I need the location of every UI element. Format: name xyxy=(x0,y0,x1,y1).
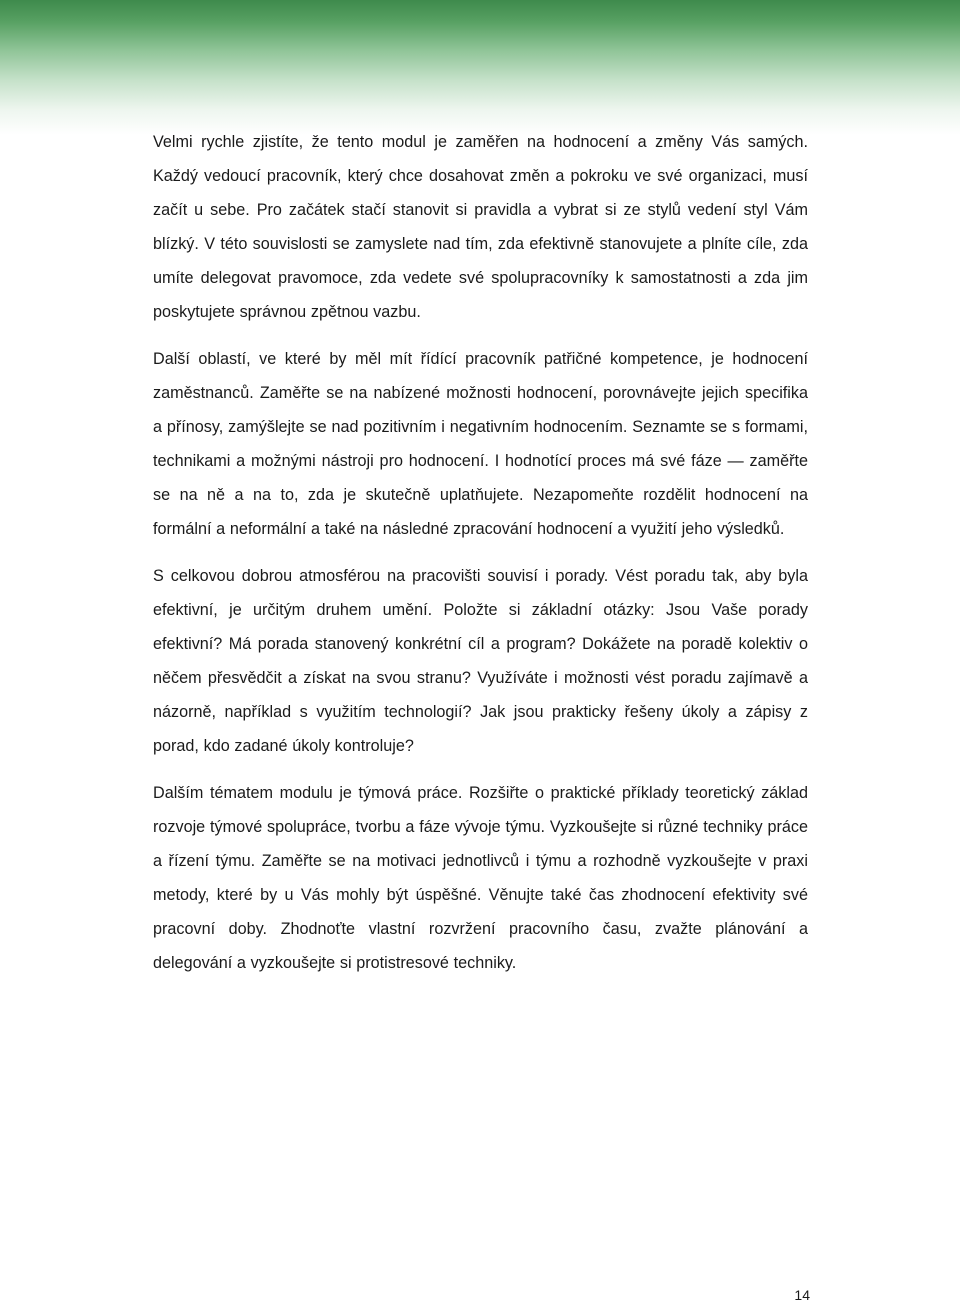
page-number: 14 xyxy=(794,1287,810,1303)
header-gradient-band xyxy=(0,0,960,135)
paragraph-meetings: S celkovou dobrou atmosférou na pracovišti souvisí i porady. Vést poradu tak, aby byla efektivní, je určitým druhem umění. Položte si základní otázky: Jsou Vaše porady efektivní? Má porada stanovený konkrétní cíl a program? Dokážete na poradě kolektiv o něčem přesvědčit a získat na svou stranu? Využíváte i možnosti vést poradu zajímavě a názorně, například s využitím technologií? Jak jsou prakticky řešeny úkoly a zápisy z porad, kdo zadané úkoly kontroluje? xyxy=(153,567,808,755)
paragraph-employee-evaluation: Další oblastí, ve které by měl mít řídící pracovník patřičné kompetence, je hodnocení zaměstnanců. Zaměřte se na nabízené možnosti hodnocení, porovnávejte jejich specifika a přínosy, zamýšlejte se nad pozitivním i negativním hodnocením. Seznamte se s formami, technikami a možnými nástroji pro hodnocení. I hodnotící proces má své fáze — zaměřte se na ně a na to, zda je skutečně uplatňujete. Nezapomeňte rozdělit hodnocení na formální a neformální a také na následné zpracování hodnocení a využití jeho výsledků. xyxy=(153,350,808,538)
paragraph-teamwork: Dalším tématem modulu je týmová práce. Rozšiřte o praktické příklady teoretický základ rozvoje týmové spolupráce, tvorbu a fáze vývoje týmu. Vyzkoušejte si různé techniky práce a řízení týmu. Zaměřte se na motivaci jednotlivců i týmu a rozhodně vyzkoušejte v praxi metody, které by u Vás mohly být úspěšné. Věnujte také čas zhodnocení efektivity své pracovní doby. Zhodnoťte vlastní rozvržení pracovního času, zvažte plánování a delegování a vyzkoušejte si protistresové techniky. xyxy=(153,784,808,972)
page-body xyxy=(153,125,808,980)
paragraph-self-assessment: Velmi rychle zjistíte, že tento modul je zaměřen na hodnocení a změny Vás samých. Každý vedoucí pracovník, který chce dosahovat změn a pokroku ve své organizaci, musí začít u sebe. Pro začátek stačí stanovit si pravidla a vybrat si ze stylů vedení styl Vám blízký. V této souvislosti se zamyslete nad tím, zda efektivně stanovujete a plníte cíle, zda umíte delegovat pravomoce, zda vedete své spolupracovníky k samostatnosti a zda jim poskytujete správnou zpětnou vazbu. xyxy=(153,133,808,321)
